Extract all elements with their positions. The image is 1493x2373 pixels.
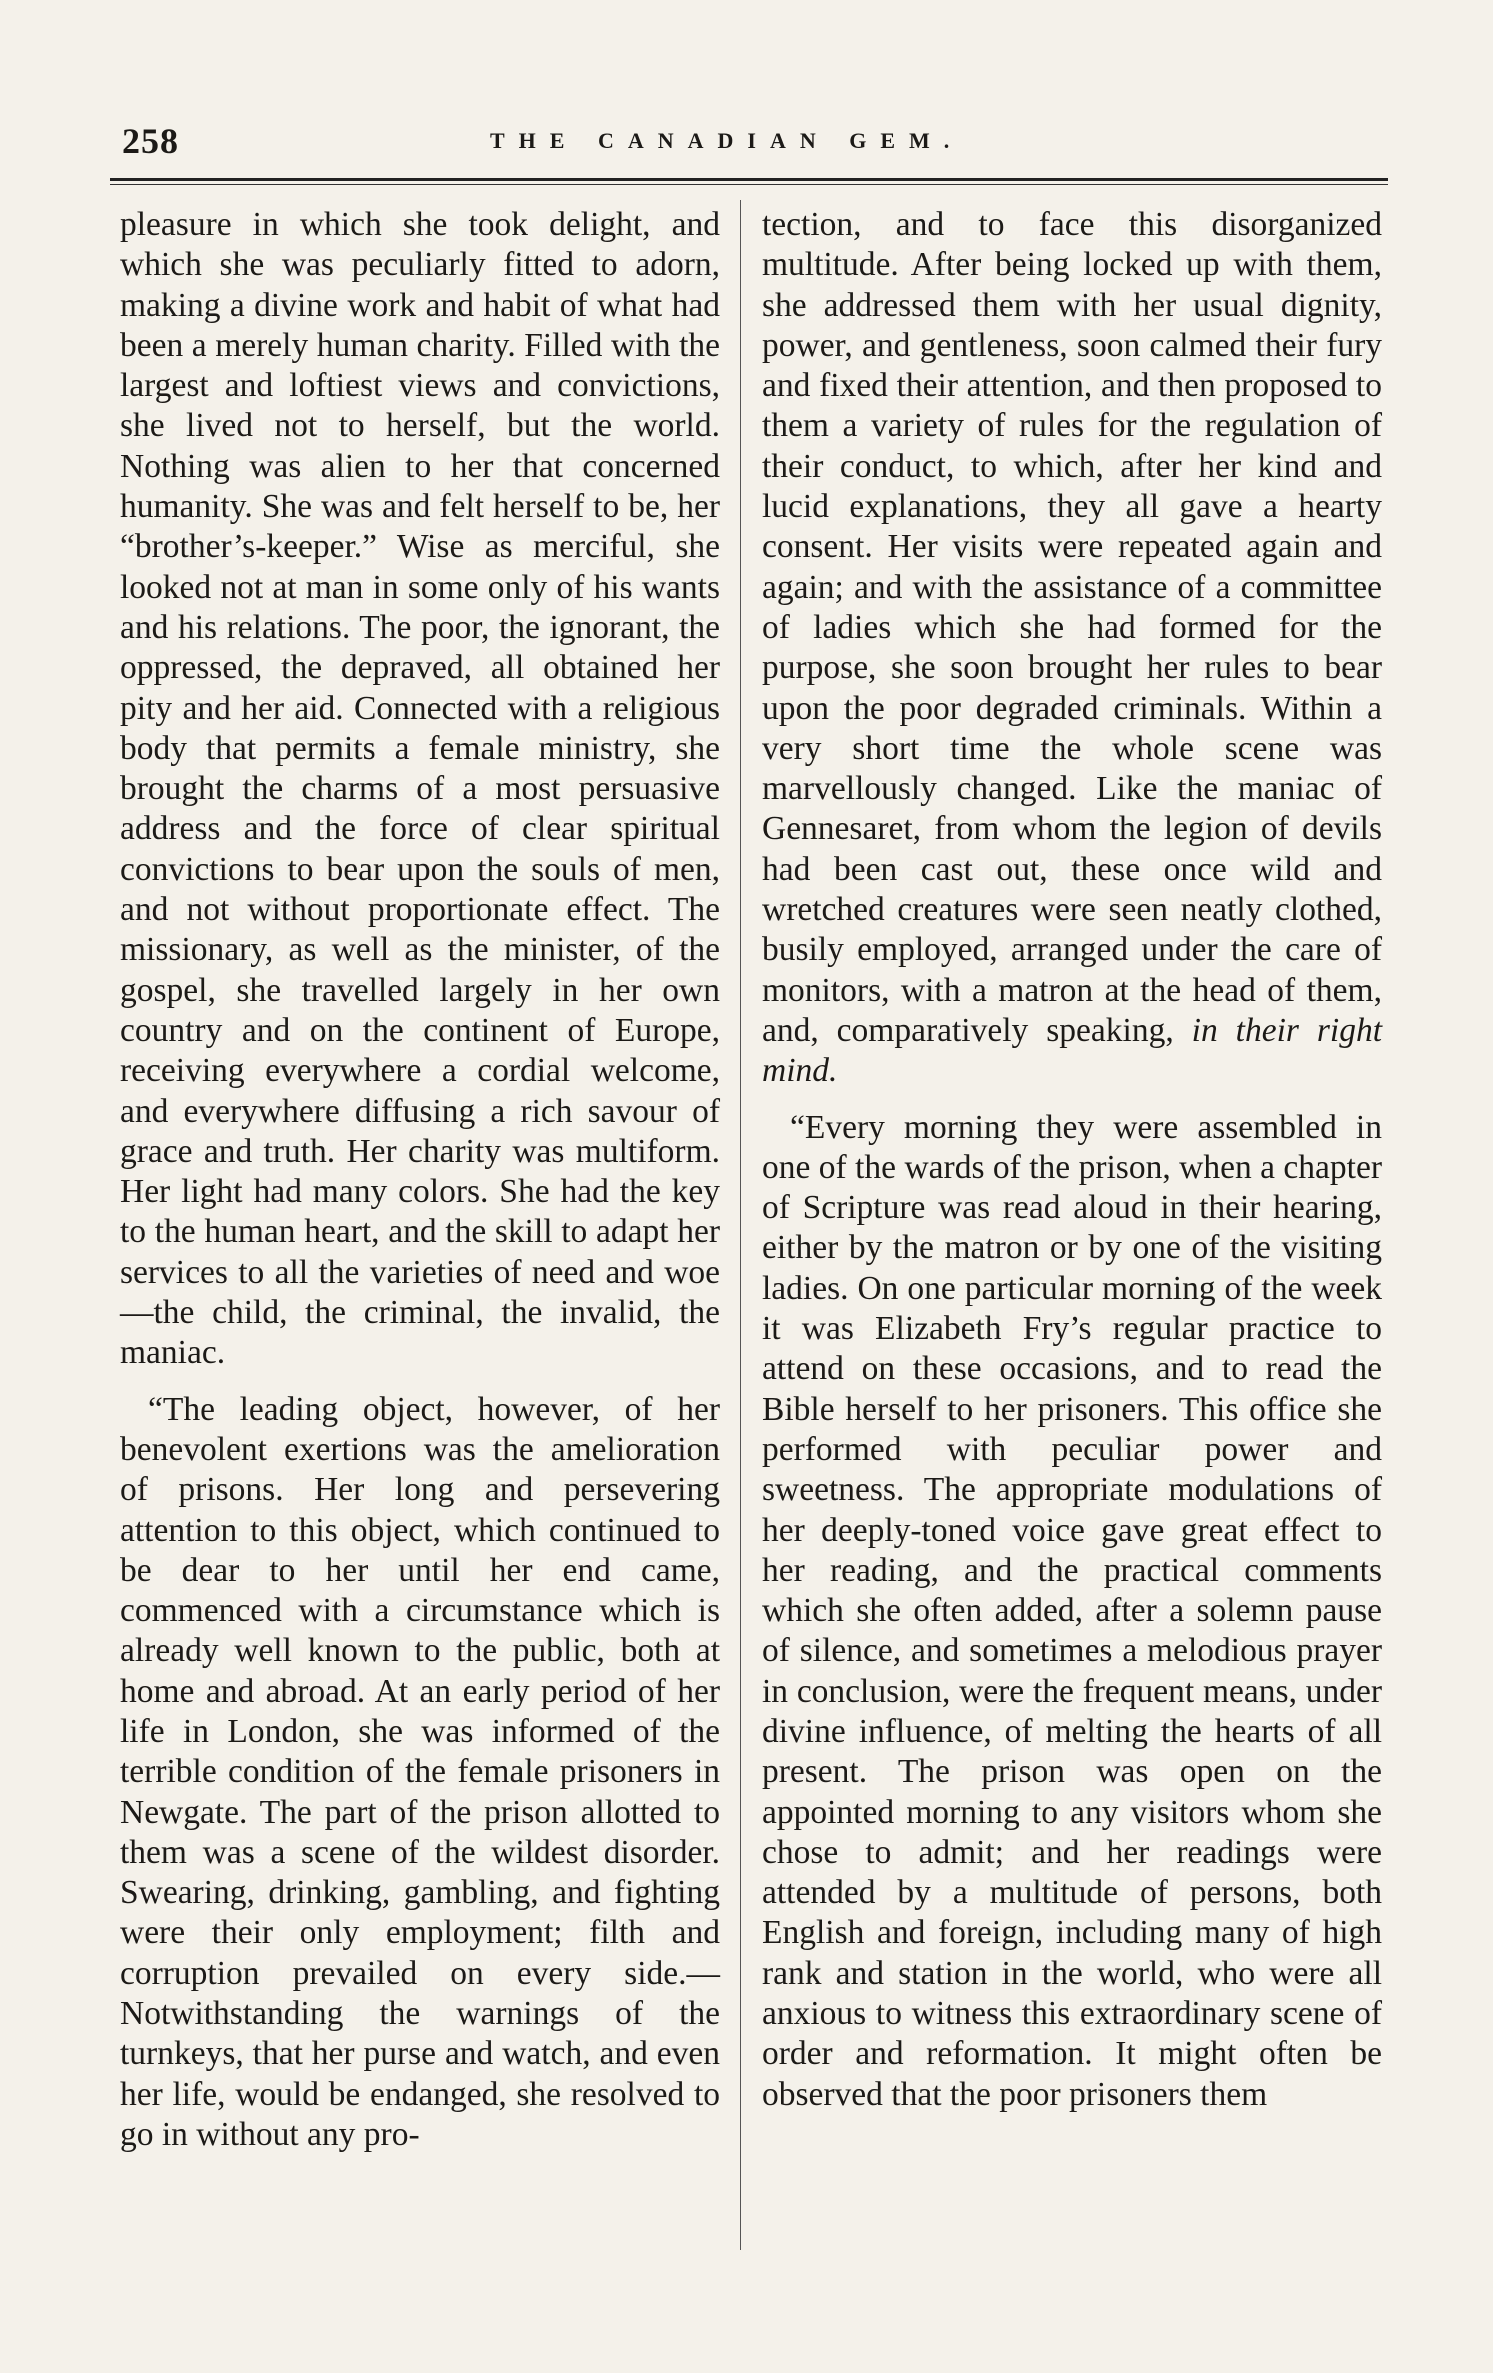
- left-paragraph-1: pleasure in which she took delight, and which she was peculiarly fitted to adorn, making a divine work and habit of what had been a merely human charity. Filled with the largest and loftiest views and convictions, she lived not to herself, but the world. Nothing was alien to her that concerned humanity. She was and felt herself to be, her “brother’s-keeper.” Wise as merciful, she looked not at man in some only of his wants and his relations. The poor, the ignorant, the oppressed, the depraved, all obtained her pity and her aid. Connected with a religious body that permits a female ministry, she brought the charms of a most persuasive address and the force of clear spiritual convictions to bear upon the souls of men, and not without proportionate effect. The missionary, as well as the minister, of the gospel, she travelled largely in her own country and on the continent of Europe, receiving everywhere a cordial welcome, and everywhere diffusing a rich savour of grace and truth. Her charity was multiform. Her light had many colors. She had the key to the human heart, and the skill to adapt her services to all the varieties of need and woe—the child, the criminal, the invalid, the maniac.: [120, 206, 720, 1372]
- left-column: [120, 205, 720, 2155]
- right-paragraph-2: “Every morning they were assembled in one of the wards of the prison, when a chapter of Scripture was read aloud in their hearing, either by the matron or by one of the visiting ladies. On one particular morning of the week it was Elizabeth Fry’s regular practice to attend on these occasions, and to read the Bible herself to her prisoners. This office she performed with peculiar power and sweetness. The appropriate modulations of her deeply-toned voice gave great effect to her reading, and the practical comments which she often added, after a solemn pause of silence, and sometimes a melodious prayer in conclusion, were the frequent means, under divine influence, of melting the hearts of all present. The prison was open on the appointed morning to any visitors whom she chose to admit; and her readings were attended by a multitude of persons, both English and foreign, including many of high rank and station in the world, who were all anxious to witness this extraordinary scene of order and reformation. It might often be observed that the poor prisoners them: [762, 1108, 1382, 2113]
- page-header: [110, 118, 1388, 166]
- right-column: [762, 205, 1382, 2115]
- right-paragraph-1-text: tection, and to face this disorganized multitude. After being locked up with them, she addressed them with her usual dignity, power, and gentleness, soon calmed their fury and fixed their attention, and then proposed to them a variety of rules for the regulation of their conduct, to which, after her kind and lucid explanations, they all gave a hearty consent. Her visits were repeated again and again; and with the assistance of a committee of ladies which she had formed for the purpose, she soon brought her rules to bear upon the poor degraded criminals. Within a very short time the whole scene was marvellously changed. Like the maniac of Gennesaret, from whom the legion of devils had been cast out, these once wild and wretched creatures were seen neatly clothed, busily employed, arranged under the care of monitors, with a matron at the head of them, and, comparatively speaking,: [762, 206, 1382, 1049]
- running-head: THE CANADIAN GEM.: [490, 128, 964, 153]
- right-paragraph-1: [762, 205, 1382, 1092]
- right-paragraph-1-italic: in their right mind.: [762, 1011, 1383, 1090]
- header-rule: [110, 178, 1388, 181]
- left-paragraph-2: “The leading object, however, of her benevolent exertions was the amelioration of prisons. Her long and persevering attention to this object, which continued to be dear to her until her end came, commenced with a circumstance which is already well known to the public, both at home and abroad. At an early period of her life in London, she was informed of the terrible condition of the female prisoners in Newgate. The part of the prison allotted to them was a scene of the wildest disorder. Swearing, drinking, gambling, and fighting were their only employment; filth and corruption prevailed on every side.—Notwithstanding the warnings of the turnkeys, that her purse and watch, and even her life, would be endanged, she resolved to go in without any pro-: [120, 1390, 720, 2153]
- page-number: 258: [122, 121, 179, 161]
- column-divider: [740, 200, 741, 2250]
- header-rule-thin: [110, 184, 1388, 185]
